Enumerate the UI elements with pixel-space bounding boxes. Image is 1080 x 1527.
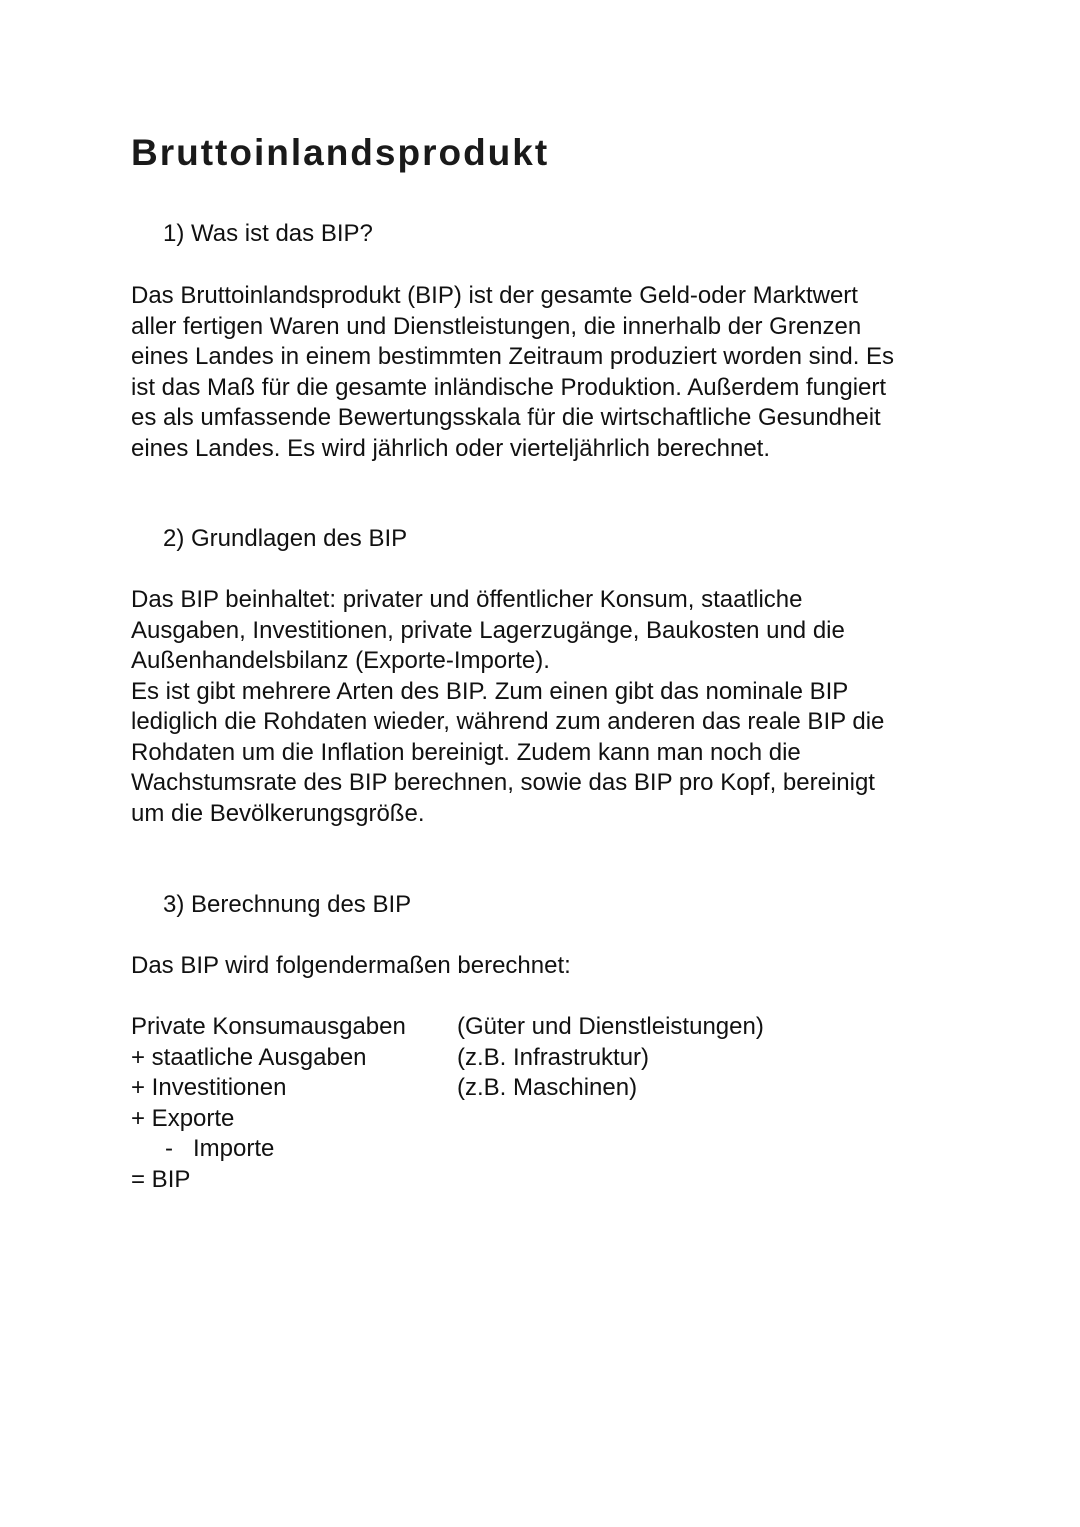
paragraph-line: Es ist gibt mehrere Arten des BIP. Zum einen gibt das nominale BIP [131, 677, 849, 705]
document-title: Bruttoinlandsprodukt [131, 132, 550, 173]
calc-term: + staatliche Ausgaben [131, 1043, 367, 1071]
paragraph-line: eines Landes. Es wird jährlich oder vierteljährlich berechnet. [131, 434, 770, 462]
paragraph-line: Das BIP wird folgendermaßen berechnet: [131, 952, 571, 979]
calc-note: (z.B. Infrastruktur) [457, 1043, 650, 1071]
calc-term: + Investitionen [131, 1074, 287, 1101]
section-heading-3: 3) Berechnung des BIP [163, 891, 412, 918]
paragraph-line: ist das Maß für die gesamte inländische Produktion. Außerdem fungiert [131, 373, 887, 401]
paragraph-line: aller fertigen Waren und Dienstleistungen, die innerhalb der Grenzen [131, 312, 862, 340]
section-heading-1: 1) Was ist das BIP? [163, 220, 373, 247]
calc-result: = BIP [131, 1165, 191, 1193]
calc-note: (Güter und Dienstleistungen) [457, 1013, 764, 1040]
section-3-paragraph [131, 951, 571, 982]
paragraph-line: Wachstumsrate des BIP berechnen, sowie das BIP pro Kopf, bereinigt [131, 769, 875, 796]
paragraph-line: es als umfassende Bewertungsskala für die wirtschaftliche Gesundheit [131, 404, 881, 431]
calc-term: - Importe [165, 1135, 275, 1162]
calc-term: + Exporte [131, 1104, 235, 1132]
paragraph-line: Ausgaben, Investitionen, private Lagerzugänge, Baukosten und die [131, 616, 845, 644]
paragraph-line: Rohdaten um die Inflation bereinigt. Zudem kann man noch die [131, 738, 801, 766]
paragraph-line: um die Bevölkerungsgröße. [131, 799, 425, 827]
paragraph-line: eines Landes in einem bestimmten Zeitraum produziert worden sind. Es [131, 343, 895, 370]
paragraph-line: Außenhandelsbilanz (Exporte-Importe). [131, 647, 550, 674]
calc-term: Private Konsumausgaben [131, 1013, 406, 1040]
paragraph-line: Das Bruttoinlandsprodukt (BIP) ist der gesamte Geld-oder Marktwert [131, 282, 858, 309]
section-2-paragraph [131, 585, 884, 829]
calc-note: (z.B. Maschinen) [457, 1074, 638, 1101]
section-1-paragraph [131, 281, 894, 464]
section-heading-2: 2) Grundlagen des BIP [163, 525, 408, 552]
paragraph-line: Das BIP beinhaltet: privater und öffentlicher Konsum, staatliche [131, 586, 803, 613]
paragraph-line: lediglich die Rohdaten wieder, während zum anderen das reale BIP die [131, 708, 885, 735]
